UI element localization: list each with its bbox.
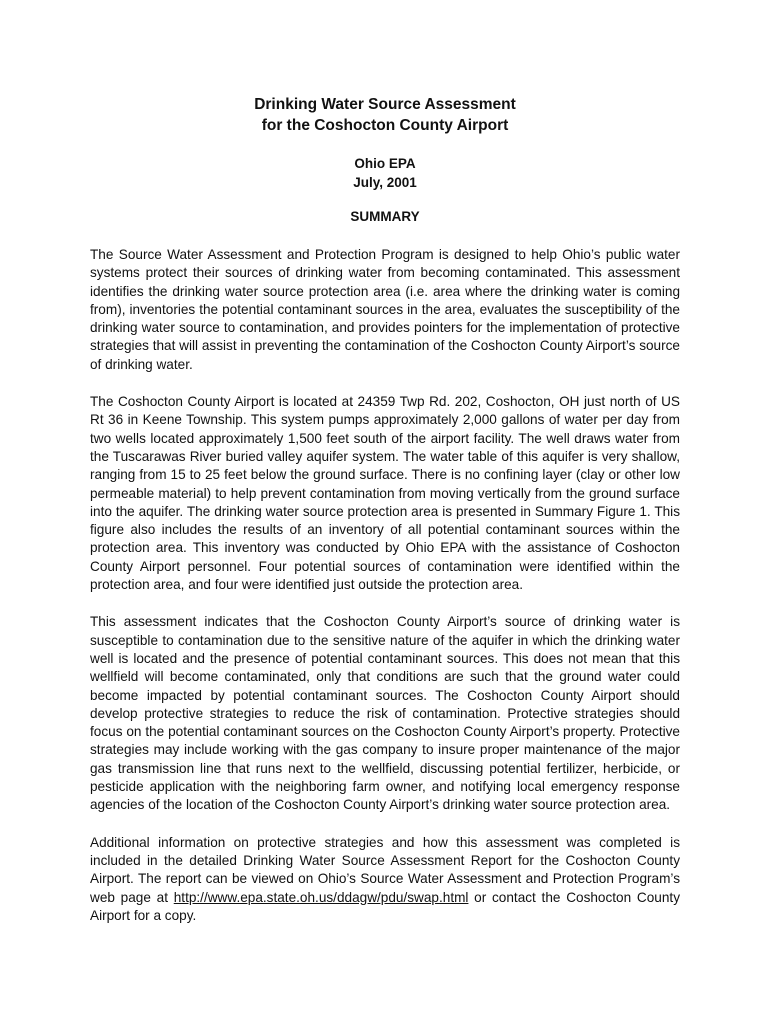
document-page xyxy=(90,94,680,925)
publication-date: July, 2001 xyxy=(353,175,417,190)
title-line-2: for the Coshocton County Airport xyxy=(261,117,509,134)
swap-web-page-link[interactable]: http://www.epa.state.oh.us/ddagw/pdu/swap.html xyxy=(173,889,469,905)
summary-heading: SUMMARY xyxy=(350,209,420,224)
document-title xyxy=(90,94,680,136)
agency-name: Ohio EPA xyxy=(354,156,416,171)
summary-paragraph-4 xyxy=(90,834,680,925)
title-line-1: Drinking Water Source Assessment xyxy=(254,96,516,113)
paragraph-4-text-before-link: Additional information on protective strategies and how this assessment was completed is included in the detailed Drinking Water Source Assessment Report for the Coshocton County Airport. The report can be viewed on Ohio’s Source Water Assessment and Protection Program’s web page at xyxy=(90,834,680,905)
document-subtitle xyxy=(90,154,680,192)
summary-paragraph-3: This assessment indicates that the Coshocton County Airport’s source of drinking water is susceptible to contamination due to the sensitive nature of the aquifer in which the drinking water well is located and the presence of potential contaminant sources. This does not mean that this wellfield will become contaminated, only that conditions are such that the ground water could become impacted by potential contaminant sources. The Coshocton County Airport should develop protective strategies to reduce the risk of contamination. Protective strategies should focus on the potential contaminant sources on the Coshocton County Airport’s property. Protective strategies may include working with the gas company to insure proper maintenance of the major gas transmission line that runs next to the wellfield, discussing potential fertilizer, herbicide, or pesticide application with the neighboring farm owner, and notifying local emergency response agencies of the location of the Coshocton County Airport’s drinking water source protection area. xyxy=(90,614,680,813)
paragraph-4-text-after-link: or contact the Coshocton County Airport for a copy. xyxy=(90,889,680,923)
summary-paragraph-1: The Source Water Assessment and Protection Program is designed to help Ohio’s public water systems protect their sources of drinking water from becoming contaminated. This assessment identifies the drinking water source protection area (i.e. area where the drinking water is coming from), inventories the potential contaminant sources in the area, evaluates the susceptibility of the drinking water source to contamination, and provides pointers for the implementation of protective strategies that will assist in preventing the contamination of the Coshocton County Airport’s source of drinking water. xyxy=(90,247,680,372)
summary-paragraph-2: The Coshocton County Airport is located at 24359 Twp Rd. 202, Coshocton, OH just north of US Rt 36 in Keene Township. This system pumps approximately 2,000 gallons of water per day from two wells located approximately 1,500 feet south of the airport facility. The well draws water from the Tuscarawas River buried valley aquifer system. The water table of this aquifer is very shallow, ranging from 15 to 25 feet below the ground surface. There is no confining layer (clay or other low permeable material) to help prevent contamination from moving vertically from the ground surface into the aquifer. The drinking water source protection area is presented in Summary Figure 1. This figure also includes the results of an inventory of all potential contaminant sources within the protection area. This inventory was conducted by Ohio EPA with the assistance of Coshocton County Airport personnel. Four potential sources of contamination were identified within the protection area, and four were identified just outside the protection area. xyxy=(90,394,680,593)
